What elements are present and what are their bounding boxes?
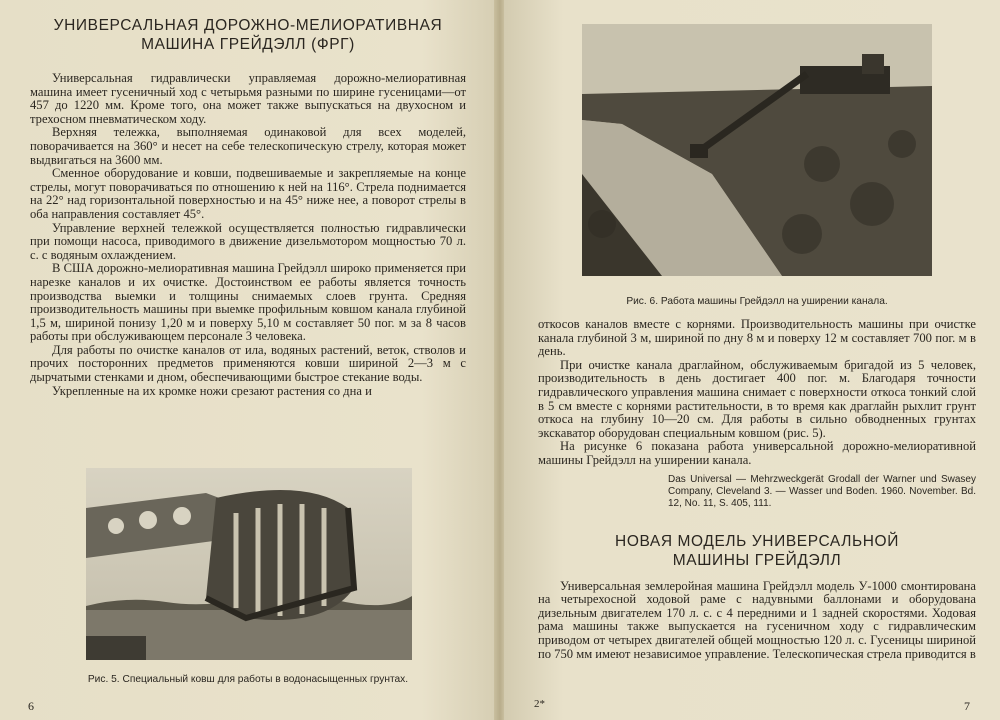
figure-5-caption: Рис. 5. Специальный ковш для работы в водонасыщенных грунтах. [87,674,409,685]
right-paragraph: На рисунке 6 показана работа универсальной дорожно-мелиоративной машины Грейдэлл на уширении канала. [538,439,976,467]
left-paragraph: Укрепленные на их кромке ножи срезают растения со дна и [52,383,372,398]
left-paragraph: Сменное оборудование и ковши, подвешиваемые и закрепляемые на конце стрелы, могут поворачиваться по отношению к ней на 116°. Стрела поднимается на 22° над горизонтальной поверхностью и на 45° ниже нее, а поворот стрелы в оба направления составляет 45°. [30,166,466,221]
left-page-number: 6 [28,699,34,713]
right-page-number: 7 [964,699,970,713]
right-paragraph: При очистке канала драглайном, обслуживаемым бригадой из 5 человек, производительность в день достигает 400 пог. м. Благодаря точности гидравлического управления машина снимает с поверхности откоса тонкий слой в 5 см вместе с корнями растительности, в то время как драглайн рыхлит грунт откоса на глубину 10—20 см. Для работы в сильно обводненных грунтах экскаватор оборудован специальным ковшом (рис. 5). [538,357,976,440]
right-page [504,0,1000,720]
left-page-title [30,16,466,54]
right-paragraph: откосов каналов вместе с корнями. Производительность машины при очистке канала глубиной 3 м, шириной по дну 8 м и поверху 12 м составляет 700 пог. м в день. [538,317,976,359]
left-title-line-1: УНИВЕРСАЛЬНАЯ ДОРОЖНО-МЕЛИОРАТИВНАЯ [53,17,443,34]
right-title-line-1: НОВАЯ МОДЕЛЬ УНИВЕРСАЛЬНОЙ [615,532,899,550]
left-paragraph: В США дорожно-мелиоративная машина Грейдэлл широко применяется при нарезке каналов и их очистке. Достоинством ее работы является точность производства выемки и толщины снимаемых слоев грунта. Средняя производительность машины при выемке профильным ковшом канала глубиной 1,5 м, шириной понизу 1,20 м и поверху 5,10 м составляет 50 пог. м за 8 часов работы при обслуживающем персонале 3 человека. [30,261,466,344]
figure-6-canal-photo [582,24,932,276]
bibliographic-reference: Das Universal — Mehrzweckgerät Grodall der Warner und Swasey Company, Cleveland 3. — Wasser und Boden. 1960. November. Bd. 12, No. 11, S. 405, 111. [668,473,976,509]
left-paragraph: Для работы по очистке каналов от ила, водяных растений, веток, стволов и прочих посторонних предметов применяются ковши шириной 2—3 м с дырчатыми стенками и дном, обеспечивающими быстрое стекание воды. [30,342,466,385]
right-paragraph: Универсальная землеройная машина Грейдэлл модель У-1000 смонтирована на четырехосной ходовой раме с надувными баллонами и оборудована дизельным двигателем 170 л. с. с 4 передними и 1 задней скоростями. Ходовая рама машины также выпускается на гусеничном ходу с гидравлическим приводом от четырех двигателей общей мощностью 120 л. с. Гусеницы шириной по 750 мм имеют независимое управление. Телескопическая стрела приводится в [538,578,976,661]
left-paragraph: Управление верхней тележкой осуществляется полностью гидравлически при помощи насоса, приводимого в движение дизельмотором мощностью 70 л. с. с водяным охлаждением. [30,220,466,262]
figure-6-caption: Рис. 6. Работа машины Грейдэлл на уширении канала. [626,296,888,307]
figure-5-bucket-photo [86,468,412,660]
right-text-block [538,318,976,661]
signature-mark: 2* [534,698,545,710]
right-title-line-2: МАШИНЫ ГРЕЙДЭЛЛ [672,551,842,569]
left-paragraph: Универсальная гидравлически управляемая дорожно-мелиоративная машина имеет гусеничный ход с четырьмя разными по ширине гусеницами—от 457 до 1220 мм. Кроме того, она может также выпускаться на двухосном и трехосном пневматическом ходу. [30,71,466,126]
right-page-title [538,532,976,570]
left-paragraph: Верхняя тележка, выполняемая одинаковой для всех моделей, поворачивается на 360° и несет на себе телескопическую стрелу, которая может выдвигаться на 3600 мм. [30,125,466,167]
left-title-line-2: МАШИНА ГРЕЙДЭЛЛ (ФРГ) [141,36,355,53]
left-page [0,0,496,720]
